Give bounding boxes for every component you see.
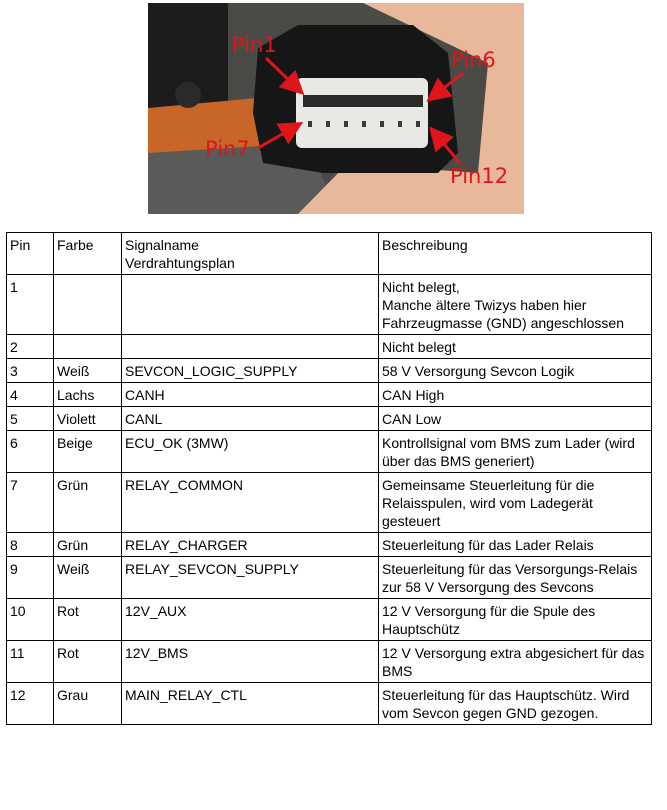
table-row: [7, 683, 652, 725]
connector-photo: [148, 3, 524, 214]
connector-illustration: [148, 3, 524, 214]
cell-pin: 12: [7, 683, 54, 725]
cell-farbe: Lachs: [54, 383, 122, 407]
cell-beschreibung: Steuerleitung für das Hauptschütz. Wird vom Sevcon gegen GND gezogen.: [379, 683, 652, 725]
table-body: [7, 275, 652, 725]
cell-pin: 3: [7, 359, 54, 383]
cell-farbe: Beige: [54, 431, 122, 473]
label-pin7: Pin7: [205, 137, 250, 161]
table-row: [7, 383, 652, 407]
cell-farbe: [54, 275, 122, 335]
pin-row-top: [303, 95, 423, 107]
cell-signalname: RELAY_CHARGER: [122, 533, 379, 557]
label-pin12: Pin12: [450, 164, 509, 188]
cell-beschreibung: CAN High: [379, 383, 652, 407]
cell-farbe: Grün: [54, 473, 122, 533]
cell-signalname: 12V_AUX: [122, 599, 379, 641]
pinout-table: [6, 232, 652, 725]
header-pin: Pin: [7, 233, 54, 275]
cell-pin: 4: [7, 383, 54, 407]
table-row: [7, 473, 652, 533]
cell-farbe: Weiß: [54, 359, 122, 383]
cell-pin: 7: [7, 473, 54, 533]
cell-pin: 8: [7, 533, 54, 557]
cell-farbe: Weiß: [54, 557, 122, 599]
cell-pin: 1: [7, 275, 54, 335]
bolt: [175, 82, 201, 108]
cell-pin: 2: [7, 335, 54, 359]
table-row: [7, 431, 652, 473]
cell-farbe: Grau: [54, 683, 122, 725]
cell-signalname: CANL: [122, 407, 379, 431]
cell-beschreibung: 12 V Versorgung für die Spule des Hauptschütz: [379, 599, 652, 641]
cell-beschreibung: 12 V Versorgung extra abgesichert für das BMS: [379, 641, 652, 683]
cell-signalname: RELAY_SEVCON_SUPPLY: [122, 557, 379, 599]
header-beschreibung: Beschreibung: [379, 233, 652, 275]
cell-signalname: [122, 335, 379, 359]
cell-beschreibung: 58 V Versorgung Sevcon Logik: [379, 359, 652, 383]
cell-beschreibung: Steuerleitung für das Lader Relais: [379, 533, 652, 557]
cell-signalname: MAIN_RELAY_CTL: [122, 683, 379, 725]
cell-farbe: Grün: [54, 533, 122, 557]
cell-beschreibung: Steuerleitung für das Versorgungs-Relais zur 58 V Versorgung des Sevcons: [379, 557, 652, 599]
cell-pin: 6: [7, 431, 54, 473]
cell-beschreibung: Kontrollsignal vom BMS zum Lader (wird über das BMS generiert): [379, 431, 652, 473]
cell-pin: 11: [7, 641, 54, 683]
cell-signalname: SEVCON_LOGIC_SUPPLY: [122, 359, 379, 383]
table-row: [7, 275, 652, 335]
cell-signalname: 12V_BMS: [122, 641, 379, 683]
header-farbe: Farbe: [54, 233, 122, 275]
label-pin6: Pin6: [451, 48, 496, 72]
cell-signalname: CANH: [122, 383, 379, 407]
label-pin1: Pin1: [232, 33, 277, 57]
cell-farbe: Rot: [54, 599, 122, 641]
table-row: [7, 641, 652, 683]
cell-farbe: Violett: [54, 407, 122, 431]
cell-pin: 5: [7, 407, 54, 431]
connector-face: [296, 78, 428, 148]
table-row: [7, 533, 652, 557]
cell-signalname: ECU_OK (3MW): [122, 431, 379, 473]
cell-pin: 9: [7, 557, 54, 599]
cell-beschreibung: Nicht belegt: [379, 335, 652, 359]
cell-beschreibung: CAN Low: [379, 407, 652, 431]
table-row: [7, 599, 652, 641]
table-row: [7, 407, 652, 431]
cell-signalname: RELAY_COMMON: [122, 473, 379, 533]
cell-farbe: Rot: [54, 641, 122, 683]
cell-pin: 10: [7, 599, 54, 641]
table-row: [7, 335, 652, 359]
cell-beschreibung: Gemeinsame Steuerleitung für die Relaisspulen, wird vom Ladegerät gesteuert: [379, 473, 652, 533]
cell-farbe: [54, 335, 122, 359]
header-signalname: Signalname Verdrahtungsplan: [122, 233, 379, 275]
cell-signalname: [122, 275, 379, 335]
cell-beschreibung: Nicht belegt, Manche ältere Twizys haben hier Fahrzeugmasse (GND) angeschlossen: [379, 275, 652, 335]
table-header-row: [7, 233, 652, 275]
table-row: [7, 359, 652, 383]
table-row: [7, 557, 652, 599]
